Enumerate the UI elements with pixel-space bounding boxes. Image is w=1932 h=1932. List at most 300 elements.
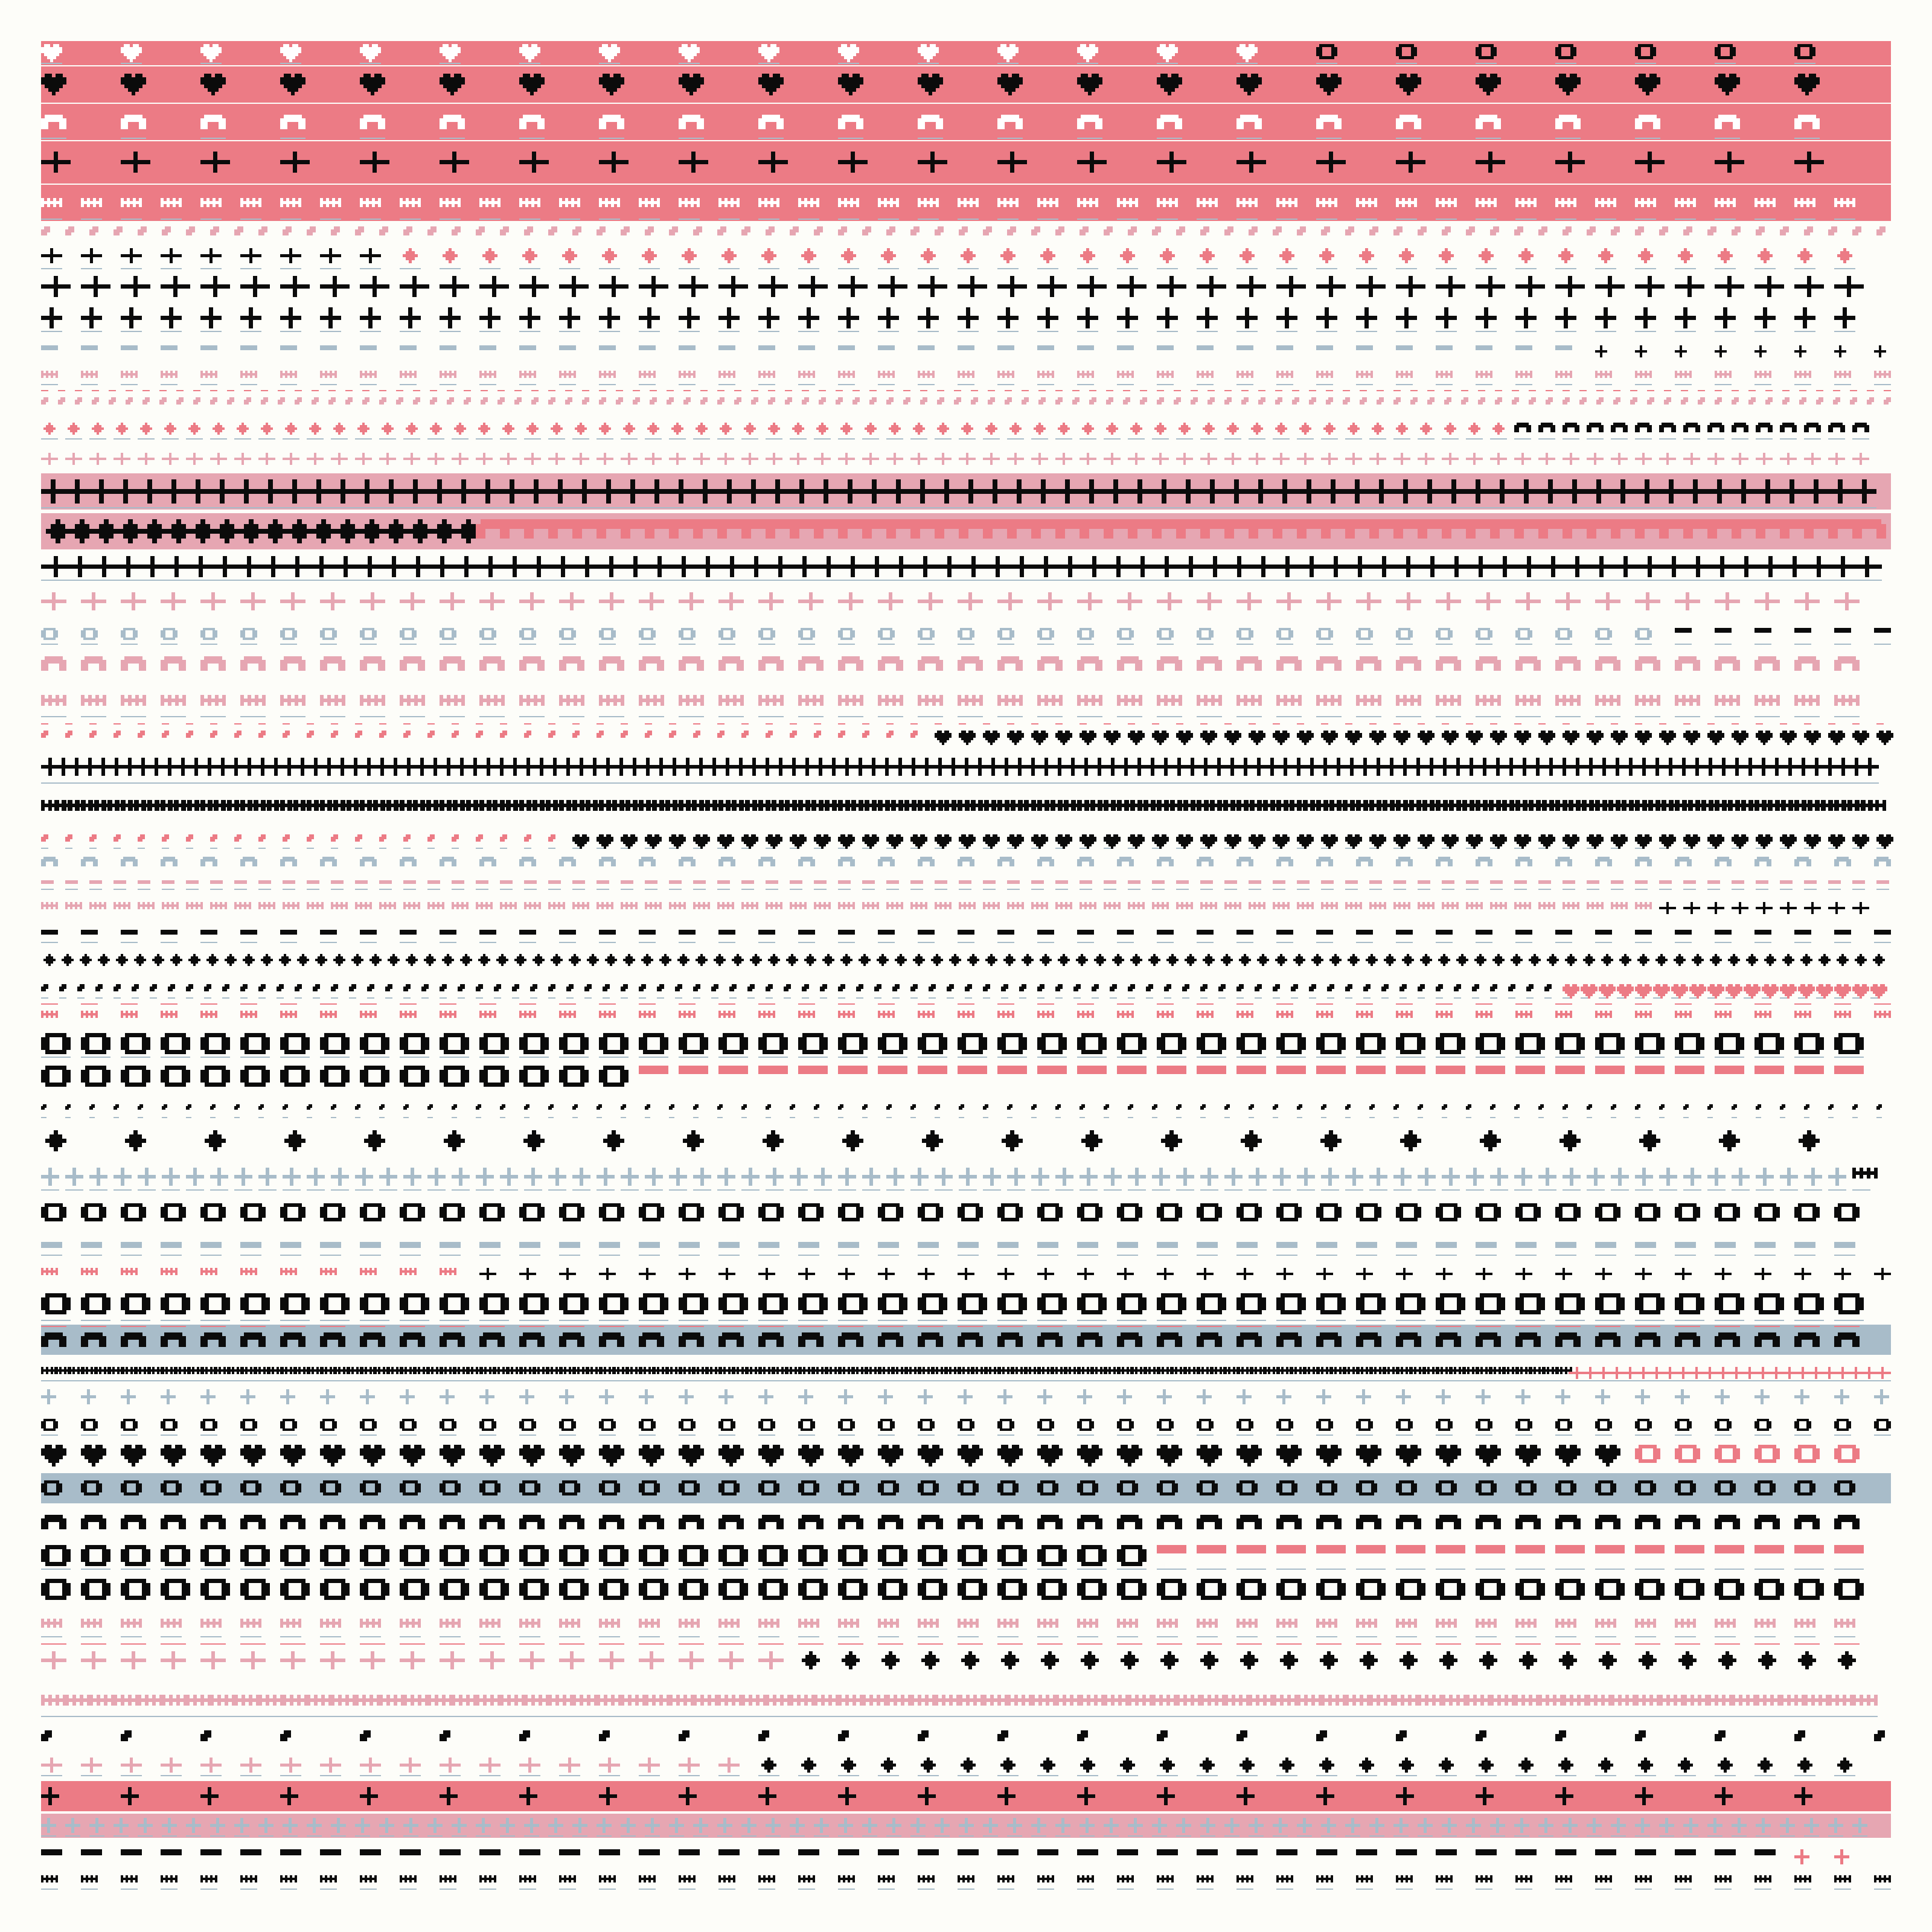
motif-arch	[298, 126, 302, 129]
motif-heart	[367, 81, 371, 85]
motif-arch	[363, 115, 367, 118]
motif-heart	[446, 47, 449, 50]
motif-heart	[378, 50, 381, 53]
motif-arch	[295, 115, 298, 118]
motif-heart	[925, 88, 929, 92]
motif-arch	[1418, 126, 1421, 129]
motif-heart	[1252, 50, 1255, 53]
accent-rule	[1316, 138, 1342, 139]
motif-arch	[1099, 126, 1102, 129]
motif-heart	[41, 81, 45, 85]
motif-heart	[458, 77, 461, 81]
accent-rule	[41, 63, 62, 64]
motif-heart	[766, 81, 769, 85]
motif-heart	[52, 85, 56, 88]
motif-cross	[146, 160, 150, 164]
motif-alt	[1555, 50, 1558, 53]
motif-heart	[124, 44, 127, 47]
motif-heart	[374, 74, 378, 77]
motif-arch	[443, 126, 447, 129]
motif-heart	[1249, 56, 1252, 59]
motif-heart	[758, 81, 762, 85]
motif-heart	[932, 85, 936, 88]
motif-heart	[449, 47, 452, 50]
motif-alt	[1558, 50, 1561, 53]
motif-heart	[1006, 50, 1009, 53]
motif-heart	[363, 53, 366, 56]
motif-heart	[930, 53, 933, 56]
motif-alt	[1647, 56, 1650, 59]
motif-heart	[50, 53, 53, 56]
motif-arch	[461, 122, 465, 126]
motif-heart	[1086, 53, 1089, 56]
motif-arch	[537, 118, 541, 122]
motif-alt	[1635, 50, 1638, 53]
motif-heart	[762, 77, 766, 81]
accent-rule	[1794, 68, 1820, 69]
motif-heart	[599, 50, 602, 53]
motif-heart	[617, 74, 621, 77]
motif-heart	[997, 47, 1000, 50]
accent-rule	[1077, 63, 1098, 64]
motif-heart	[1247, 85, 1251, 88]
motif-heart	[124, 50, 127, 53]
motif-arch	[921, 122, 925, 126]
motif-heart	[280, 47, 283, 50]
motif-heart	[611, 53, 614, 56]
motif-alt	[1809, 56, 1812, 59]
motif-arch	[200, 118, 204, 122]
motif-heart	[773, 85, 776, 88]
motif-arch	[1255, 115, 1258, 118]
motif-heart	[1160, 74, 1164, 77]
motif-heart	[1160, 85, 1164, 88]
motif-heart	[59, 50, 62, 53]
motif-heart	[528, 47, 531, 50]
motif-heart	[933, 44, 936, 47]
accent-rule	[1476, 63, 1497, 64]
motif-arch	[132, 118, 135, 122]
motif-heart	[1635, 81, 1639, 85]
motif-heart	[773, 50, 776, 53]
motif-heart	[1016, 47, 1019, 50]
motif-heart	[525, 53, 528, 56]
motif-arch	[1005, 115, 1008, 118]
motif-heart	[1251, 77, 1255, 81]
motif-cross	[54, 164, 58, 168]
motif-heart	[936, 77, 939, 81]
motif-arch	[1497, 118, 1501, 122]
motif-arch	[461, 126, 465, 129]
motif-arch	[1639, 122, 1642, 126]
motif-heart	[1172, 50, 1175, 53]
motif-heart	[997, 50, 1000, 53]
motif-heart	[693, 77, 697, 81]
motif-cross	[62, 160, 66, 164]
motif-heart	[617, 81, 621, 85]
motif-arch	[1722, 118, 1726, 122]
motif-arch	[1258, 126, 1262, 129]
motif-arch	[1497, 126, 1501, 129]
motif-heart	[927, 47, 930, 50]
motif-alt	[1411, 50, 1414, 53]
motif-heart	[1080, 47, 1083, 50]
motif-heart	[682, 50, 685, 53]
motif-alt	[1414, 47, 1417, 50]
motif-heart	[682, 85, 686, 88]
motif-alt	[1491, 53, 1494, 56]
motif-alt	[1494, 53, 1497, 56]
motif-heart	[1812, 74, 1816, 77]
motif-arch	[1555, 118, 1559, 122]
motif-alt	[1718, 44, 1721, 47]
motif-heart	[136, 53, 139, 56]
motif-heart	[363, 50, 366, 53]
motif-heart	[289, 50, 292, 53]
motif-heart	[53, 56, 56, 59]
accent-rule	[1396, 63, 1417, 64]
motif-heart	[688, 56, 691, 59]
motif-heart	[697, 81, 700, 85]
motif-arch	[842, 115, 845, 118]
motif-heart	[374, 88, 378, 92]
motif-heart	[921, 81, 925, 85]
motif-heart	[443, 47, 446, 50]
motif-heart	[1566, 92, 1570, 95]
motif-arch	[1334, 115, 1338, 118]
motif-heart	[449, 56, 452, 59]
motif-heart	[921, 77, 925, 81]
accent-rule	[918, 63, 939, 64]
motif-heart	[56, 44, 59, 47]
motif-arch	[1653, 118, 1657, 122]
motif-heart	[302, 77, 305, 81]
motif-heart	[382, 77, 385, 81]
motif-heart	[443, 50, 446, 53]
motif-alt	[1411, 53, 1414, 56]
motif-heart	[1653, 81, 1657, 85]
motif-heart	[1000, 53, 1003, 56]
motif-alt	[1396, 50, 1399, 53]
motif-heart	[1802, 81, 1805, 85]
motif-heart	[1006, 47, 1009, 50]
motif-heart	[1092, 50, 1095, 53]
motif-heart	[838, 47, 841, 50]
motif-heart	[1646, 77, 1649, 81]
motif-heart	[59, 77, 63, 81]
motif-arch	[780, 122, 784, 126]
motif-heart	[1334, 74, 1338, 77]
motif-heart	[295, 85, 298, 88]
motif-heart	[291, 77, 295, 81]
motif-heart	[761, 47, 764, 50]
motif-heart	[1012, 53, 1016, 56]
motif-heart	[130, 56, 133, 59]
motif-heart	[203, 50, 206, 53]
motif-heart	[688, 53, 691, 56]
motif-arch	[852, 118, 856, 122]
motif-heart	[1410, 85, 1414, 88]
motif-heart	[1081, 81, 1084, 85]
motif-arch	[371, 118, 374, 122]
motif-alt	[1800, 56, 1803, 59]
motif-arch	[921, 115, 925, 118]
motif-heart	[1009, 44, 1012, 47]
motif-heart	[130, 50, 133, 53]
motif-heart	[603, 77, 606, 81]
motif-heart	[531, 47, 534, 50]
motif-heart	[685, 47, 688, 50]
motif-arch	[1805, 118, 1809, 122]
motif-heart	[1320, 85, 1323, 88]
motif-heart	[454, 88, 458, 92]
motif-heart	[443, 74, 447, 77]
motif-heart	[847, 53, 850, 56]
motif-heart	[605, 50, 608, 53]
motif-cross	[142, 160, 146, 164]
motif-heart	[1649, 77, 1653, 81]
motif-arch	[363, 126, 367, 129]
motif-alt	[1653, 50, 1656, 53]
motif-heart	[1479, 85, 1483, 88]
accent-rule	[200, 68, 226, 69]
motif-heart	[614, 53, 617, 56]
motif-heart	[1239, 50, 1243, 53]
motif-heart	[449, 59, 452, 62]
accent-rule	[41, 68, 66, 69]
motif-heart	[770, 47, 773, 50]
motif-heart	[295, 47, 298, 50]
motif-heart	[1160, 77, 1164, 81]
motif-heart	[292, 56, 295, 59]
motif-arch	[1001, 126, 1005, 129]
motif-heart	[133, 44, 136, 47]
motif-arch	[1816, 118, 1820, 122]
motif-arch	[1247, 118, 1251, 122]
motif-heart	[936, 85, 939, 88]
motif-arch	[298, 122, 302, 126]
motif-heart	[1639, 85, 1642, 88]
motif-arch	[537, 126, 541, 129]
motif-heart	[1403, 85, 1407, 88]
motif-alt	[1316, 53, 1319, 56]
motif-heart	[1164, 74, 1168, 77]
motif-heart	[776, 50, 779, 53]
motif-arch	[443, 115, 447, 118]
motif-heart	[136, 44, 139, 47]
motif-heart	[1559, 74, 1563, 77]
motif-alt	[1638, 47, 1641, 50]
motif-heart	[1726, 88, 1729, 92]
motif-cross	[133, 160, 138, 164]
motif-heart	[605, 47, 608, 50]
motif-arch	[298, 115, 302, 118]
motif-heart	[1008, 77, 1012, 81]
motif-heart	[450, 85, 454, 88]
motif-heart	[206, 47, 210, 50]
motif-arch	[1414, 122, 1418, 126]
motif-heart	[372, 53, 375, 56]
motif-alt	[1647, 44, 1650, 47]
motif-heart	[1095, 47, 1098, 50]
motif-cross	[66, 160, 71, 164]
motif-arch	[1410, 115, 1414, 118]
motif-heart	[1733, 74, 1736, 77]
motif-arch	[1175, 118, 1179, 122]
motif-arch	[298, 118, 302, 122]
motif-heart	[215, 77, 219, 81]
motif-heart	[452, 53, 455, 56]
motif-cross	[133, 168, 138, 173]
motif-arch	[1092, 118, 1095, 122]
motif-heart	[367, 85, 371, 88]
motif-arch	[860, 122, 863, 126]
motif-heart	[617, 50, 620, 53]
motif-heart	[1331, 81, 1334, 85]
motif-heart	[1240, 77, 1244, 81]
motif-heart	[1080, 53, 1083, 56]
motif-arch	[697, 115, 700, 118]
motif-heart	[776, 74, 780, 77]
accent-rule	[121, 63, 142, 64]
motif-heart	[924, 53, 927, 56]
motif-heart	[1653, 85, 1657, 88]
motif-cross	[213, 152, 217, 156]
motif-heart	[135, 81, 139, 85]
motif-arch	[215, 115, 219, 118]
motif-heart	[519, 81, 523, 85]
motif-heart	[1089, 44, 1092, 47]
motif-heart	[1566, 85, 1570, 88]
motif-heart	[531, 50, 534, 53]
motif-heart	[1729, 77, 1733, 81]
accent-rule	[599, 138, 624, 139]
motif-heart	[1179, 81, 1182, 85]
motif-alt	[1638, 56, 1641, 59]
motif-heart	[222, 81, 226, 85]
motif-heart	[1084, 74, 1088, 77]
motif-heart	[686, 88, 689, 92]
motif-heart	[1729, 81, 1733, 85]
motif-heart	[924, 44, 927, 47]
motif-heart	[522, 53, 525, 56]
motif-heart	[1249, 53, 1252, 56]
motif-alt	[1319, 47, 1322, 50]
motif-arch	[1236, 126, 1240, 129]
motif-alt	[1803, 56, 1806, 59]
motif-alt	[1479, 56, 1482, 59]
band-background	[41, 41, 1891, 65]
motif-heart	[1171, 74, 1175, 77]
motif-heart	[443, 77, 447, 81]
motif-arch	[780, 118, 784, 122]
motif-arch	[526, 115, 530, 118]
motif-arch	[925, 115, 929, 118]
motif-arch	[700, 122, 704, 126]
accent-rule	[1316, 68, 1342, 69]
motif-heart	[766, 77, 769, 81]
motif-heart	[689, 81, 693, 85]
motif-heart	[1642, 88, 1646, 92]
motif-alt	[1491, 50, 1494, 53]
motif-heart	[850, 50, 853, 53]
motif-arch	[1179, 126, 1182, 129]
accent-rule	[1396, 138, 1421, 139]
motif-heart	[1009, 53, 1012, 56]
motif-heart	[1486, 88, 1490, 92]
accent-rule	[280, 68, 305, 69]
motif-heart	[924, 56, 927, 59]
motif-arch	[1001, 115, 1005, 118]
motif-alt	[1809, 47, 1812, 50]
motif-heart	[287, 88, 291, 92]
motif-arch	[1081, 118, 1084, 122]
motif-heart	[447, 81, 450, 85]
motif-arch	[1657, 126, 1660, 129]
motif-heart	[844, 47, 847, 50]
motif-heart	[121, 47, 124, 50]
motif-arch	[63, 122, 66, 126]
motif-heart	[1414, 81, 1418, 85]
motif-arch	[762, 126, 766, 129]
motif-arch	[1012, 115, 1016, 118]
motif-heart	[1816, 77, 1820, 81]
motif-heart	[1483, 88, 1486, 92]
motif-arch	[1639, 126, 1642, 129]
motif-heart	[1005, 77, 1008, 81]
motif-alt	[1644, 44, 1647, 47]
motif-heart	[369, 50, 372, 53]
motif-heart	[856, 81, 860, 85]
motif-heart	[449, 50, 452, 53]
motif-heart	[56, 88, 59, 92]
motif-heart	[528, 56, 531, 59]
accent-rule	[599, 68, 624, 69]
motif-heart	[298, 50, 301, 53]
motif-arch	[1494, 126, 1497, 129]
motif-alt	[1797, 56, 1800, 59]
motif-heart	[688, 47, 691, 50]
motif-heart	[132, 77, 135, 81]
motif-arch	[519, 118, 523, 122]
motif-heart	[1722, 88, 1726, 92]
motif-heart	[59, 81, 63, 85]
motif-arch	[689, 118, 693, 122]
motif-heart	[1566, 81, 1570, 85]
motif-heart	[295, 81, 298, 85]
motif-arch	[142, 118, 146, 122]
motif-heart	[1479, 77, 1483, 81]
motif-heart	[56, 74, 59, 77]
accent-rule	[280, 63, 301, 64]
motif-heart	[1005, 85, 1008, 88]
motif-heart	[776, 81, 780, 85]
motif-arch	[447, 115, 450, 118]
motif-heart	[611, 47, 614, 50]
motif-heart	[764, 44, 767, 47]
motif-heart	[289, 53, 292, 56]
motif-arch	[769, 118, 773, 122]
motif-heart	[608, 50, 611, 53]
motif-heart	[211, 85, 215, 88]
motif-heart	[936, 74, 939, 77]
motif-heart	[363, 81, 367, 85]
motif-heart	[841, 50, 844, 53]
motif-heart	[1573, 77, 1577, 81]
motif-heart	[1086, 56, 1089, 59]
motif-arch	[208, 115, 211, 118]
accent-rule	[1794, 63, 1815, 64]
